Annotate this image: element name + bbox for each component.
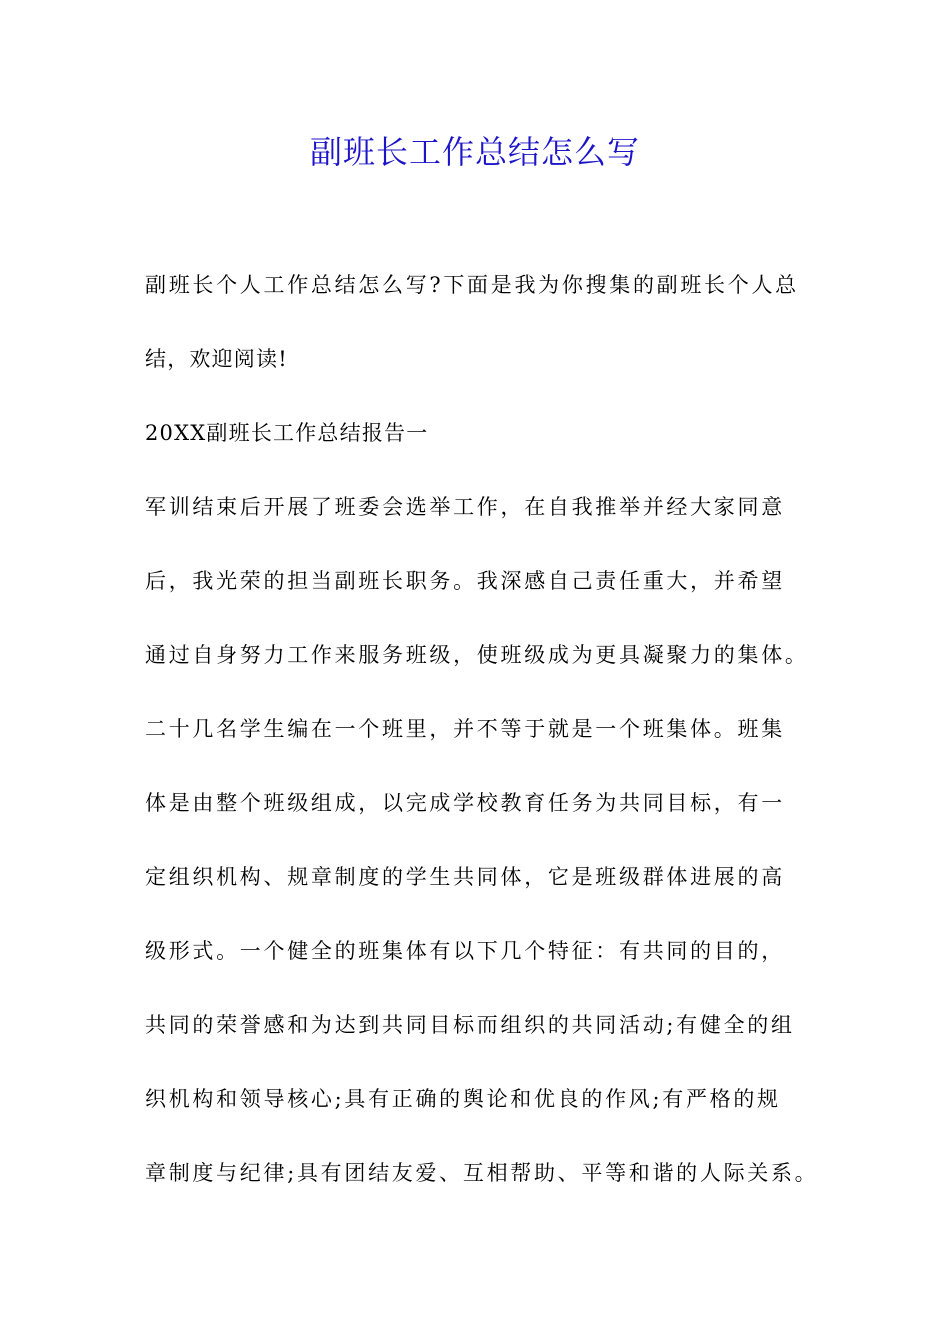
body-line-2: 结，欢迎阅读! xyxy=(145,347,288,371)
body-line-8: 体是由整个班级组成，以完成学校教育任务为共同目标，有一 xyxy=(145,791,785,815)
section-heading: 20XX副班长工作总结报告一 xyxy=(145,421,429,445)
body-line-12: 织机构和领导核心;具有正确的舆论和优良的作风;有严格的规 xyxy=(145,1087,781,1111)
body-line-13: 章制度与纪律;具有团结友爱、互相帮助、平等和谐的人际关系。 xyxy=(145,1161,819,1185)
document-title: 副班长工作总结怎么写 xyxy=(309,133,640,171)
body-line-4: 军训结束后开展了班委会选举工作，在自我推举并经大家同意 xyxy=(145,495,785,519)
body-line-6: 通过自身努力工作来服务班级，使班级成为更具凝聚力的集体。 xyxy=(145,643,809,667)
body-line-7: 二十几名学生编在一个班里，并不等于就是一个班集体。班集 xyxy=(145,717,785,741)
body-line-10: 级形式。一个健全的班集体有以下几个特征：有共同的目的， xyxy=(145,939,785,963)
body-line-11: 共同的荣誉感和为达到共同目标而组织的共同活动;有健全的组 xyxy=(145,1013,795,1037)
body-line-1: 副班长个人工作总结怎么写?下面是我为你搜集的副班长个人总 xyxy=(145,273,799,297)
document-body xyxy=(145,259,819,1221)
body-line-9: 定组织机构、规章制度的学生共同体，它是班级群体进展的高 xyxy=(145,865,785,889)
body-line-5: 后，我光荣的担当副班长职务。我深感自己责任重大，并希望 xyxy=(145,569,785,593)
